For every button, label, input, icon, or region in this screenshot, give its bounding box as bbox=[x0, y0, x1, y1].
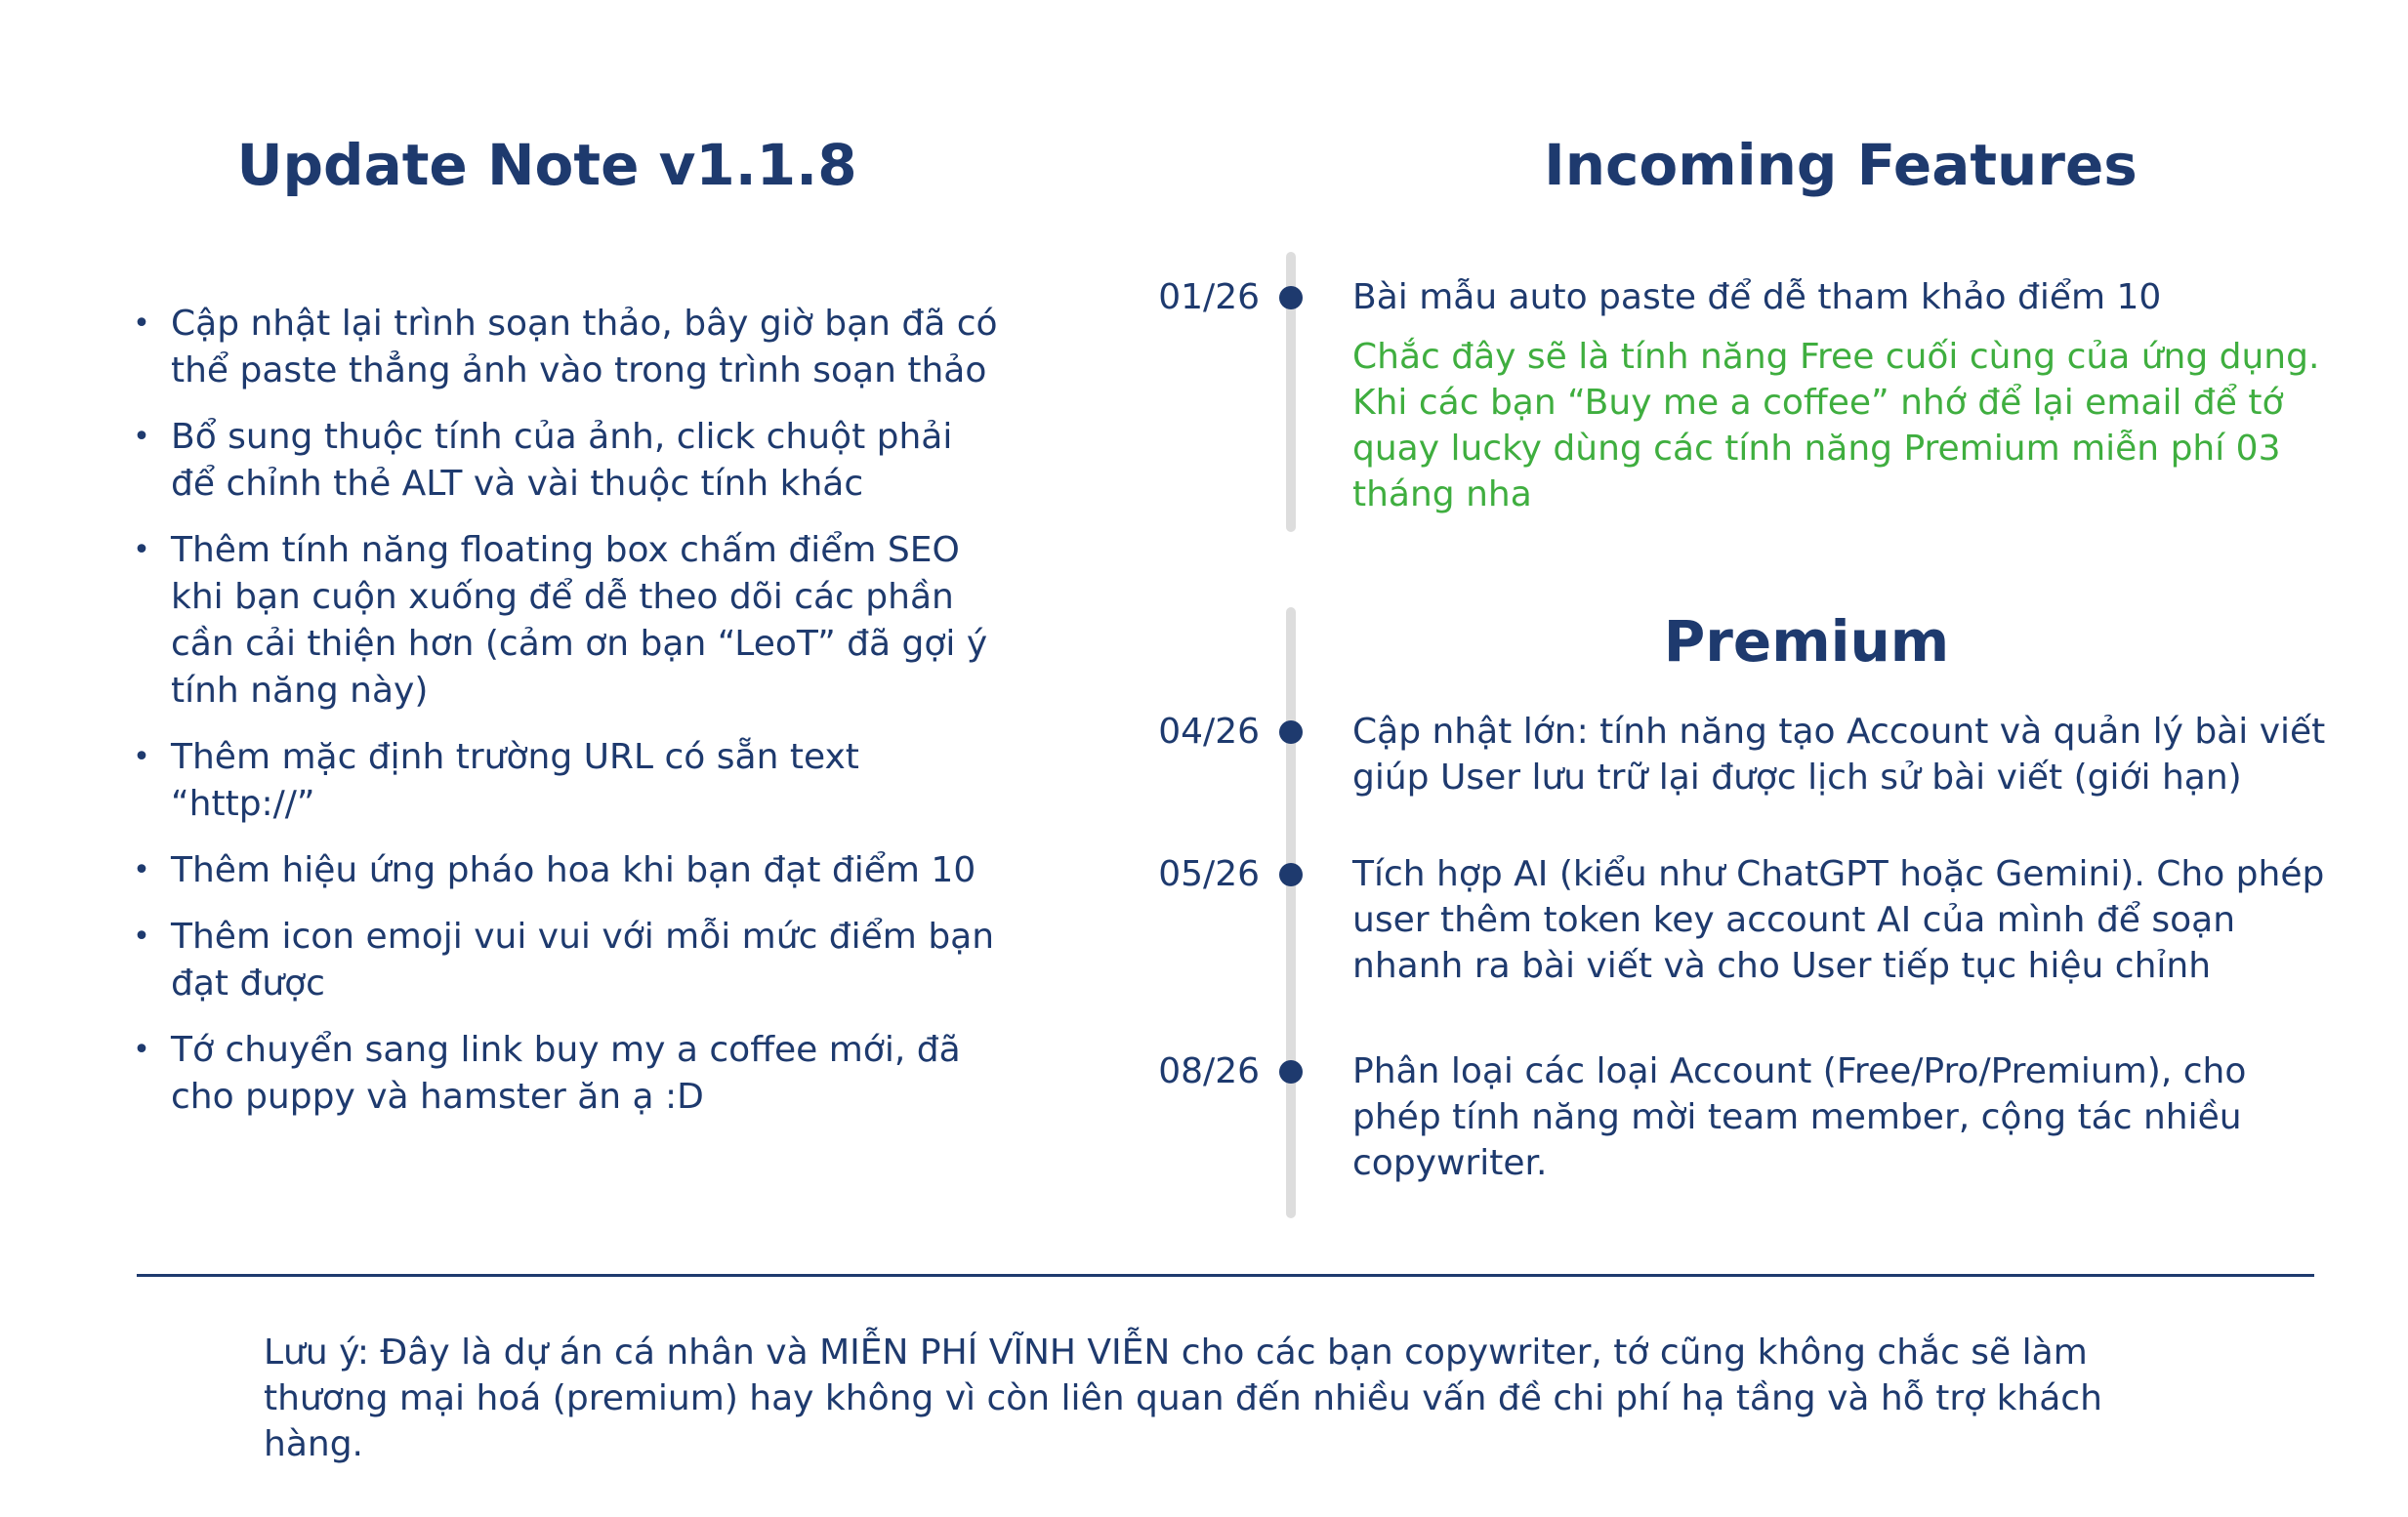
bullet-icon: • bbox=[133, 853, 150, 887]
timeline-date: 08/26 bbox=[1158, 1051, 1260, 1091]
timeline-item-text: Cập nhật lớn: tính năng tạo Account và quản lý bài viết giúp User lưu trữ lại được lịch sử bài viết (giới hạn) bbox=[1352, 712, 2326, 798]
list-item-text: Thêm hiệu ứng pháo hoa khi bạn đạt điểm 10 bbox=[171, 850, 976, 890]
premium-title: Premium bbox=[1663, 608, 1950, 675]
list-item bbox=[132, 734, 1001, 828]
list-item-text: Thêm tính năng floating box chấm điểm SEO khi bạn cuộn xuống để dễ theo dõi các phần cần cải thiện hơn (cảm ơn bạn “LeoT” đã gợi ý tính năng này) bbox=[171, 530, 988, 711]
timeline-item-text: Bài mẫu auto paste để dễ tham khảo điểm 10 bbox=[1352, 277, 2162, 317]
timeline-dot-icon bbox=[1279, 863, 1303, 886]
timeline-dot-icon bbox=[1279, 1060, 1303, 1084]
timeline-item-text: Tích hợp AI (kiểu như ChatGPT hoặc Gemini). Cho phép user thêm token key account AI của mình để soạn nhanh ra bài viết và cho User tiếp tục hiệu chỉnh bbox=[1352, 854, 2325, 986]
timeline-item-text: Phân loại các loại Account (Free/Pro/Premium), cho phép tính năng mời team member, cộng tác nhiều copywriter. bbox=[1352, 1051, 2247, 1183]
list-item-text: Thêm icon emoji vui vui với mỗi mức điểm bạn đạt được bbox=[171, 917, 995, 1004]
list-item-text: Tớ chuyển sang link buy my a coffee mới, đã cho puppy và hamster ăn ạ :D bbox=[171, 1030, 961, 1117]
timeline-date: 04/26 bbox=[1158, 712, 1260, 752]
bullet-icon: • bbox=[133, 533, 150, 567]
timeline-date: 01/26 bbox=[1158, 277, 1260, 317]
list-item-text: Thêm mặc định trường URL có sẵn text “http://” bbox=[171, 737, 859, 824]
list-item bbox=[132, 414, 1001, 508]
timeline-date: 05/26 bbox=[1158, 854, 1260, 894]
incoming-features-title: Incoming Features bbox=[1544, 132, 2138, 198]
update-note-list bbox=[132, 301, 1001, 1140]
timeline-item-note: Chắc đây sẽ là tính năng Free cuối cùng của ứng dụng. Khi các bạn “Buy me a coffee” nhớ để lại email để tớ quay lucky dùng các tính năng Premium miễn phí 03 tháng nha bbox=[1352, 337, 2320, 514]
bullet-icon: • bbox=[133, 307, 150, 341]
bullet-icon: • bbox=[133, 920, 150, 954]
list-item-text: Cập nhật lại trình soạn thảo, bây giờ bạn đã có thể paste thẳng ảnh vào trong trình soạn thảo bbox=[171, 304, 998, 390]
bullet-icon: • bbox=[133, 740, 150, 774]
list-item bbox=[132, 301, 1001, 394]
footnote: Lưu ý: Đây là dự án cá nhân và MIỄN PHÍ VĨNH VIỄN cho các bạn copywriter, tớ cũng không chắc sẽ làm thương mại hoá (premium) hay không vì còn liên quan đến nhiều vấn đề chi phí hạ tầng và hỗ trợ khách hàng. bbox=[264, 1332, 2102, 1464]
section-divider bbox=[137, 1274, 2314, 1277]
list-item bbox=[132, 847, 1001, 894]
bullet-icon: • bbox=[133, 1033, 150, 1067]
list-item bbox=[132, 527, 1001, 715]
list-item bbox=[132, 914, 1001, 1007]
list-item-text: Bổ sung thuộc tính của ảnh, click chuột phải để chỉnh thẻ ALT và vài thuộc tính khác bbox=[171, 417, 953, 504]
timeline-dot-icon bbox=[1279, 286, 1303, 309]
update-note-title: Update Note v1.1.8 bbox=[236, 132, 857, 198]
list-item bbox=[132, 1027, 1001, 1121]
timeline-rail-premium bbox=[1286, 607, 1296, 1218]
timeline-dot-icon bbox=[1279, 720, 1303, 744]
bullet-icon: • bbox=[133, 420, 150, 454]
